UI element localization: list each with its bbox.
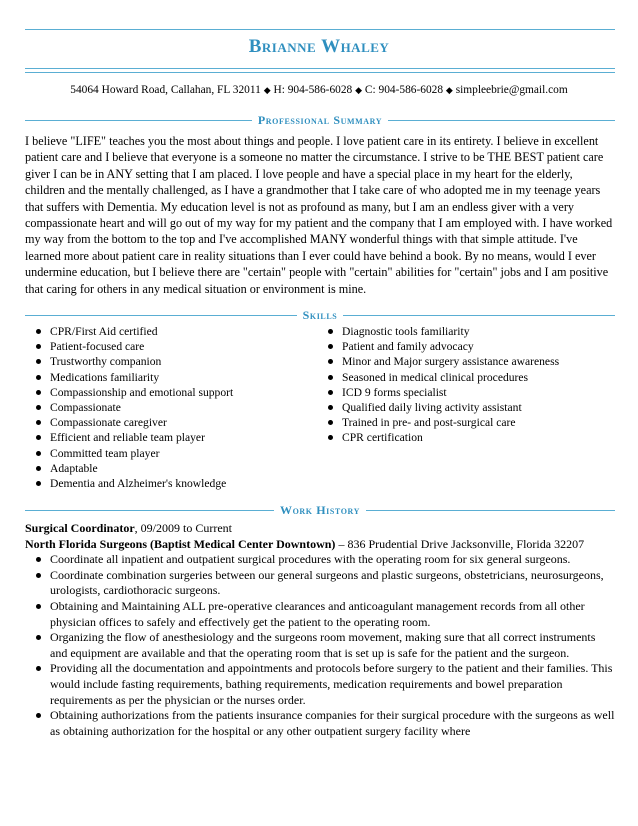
skill-item: Qualified daily living activity assistant	[317, 400, 559, 415]
email-link[interactable]: simpleebrie@gmail.com	[455, 84, 568, 96]
skill-item: Trustworthy companion	[25, 354, 233, 369]
summary-text: I believe "LIFE" teaches you the most about things and people. I love patient care in its entirety. I believe in excellent patient care and I believe that everyone is a someone no matter the circumstance. I strive to be THE BEST patient care giver I can be in ANY setting that I am placed. I love people and have a special place in my heart for the elderly, children and the mentally challenged, as I have a grandmother that I take care of who adopted me in my teenage years that suffers with Dementia. My education level is not as profound as many, but I am an endless giver with a very compassionate heart and will go out of my way for my patient and the company that I am employed with. I have worked my way from the bottom to the top and I've accomplished MANY wonderful things with that simple attitude. I've learned more about patient care in reality situations than I ever could have behind a book. By no means, would I ever undermine education, but I believe there are "certain" people with "certain" abilities for "certain" jobs and I am positive that caring for others in any medical situation or environment is mine.	[25, 134, 613, 296]
work-section-header	[25, 503, 615, 517]
employer-name: North Florida Surgeons (Baptist Medical Center Downtown)	[25, 536, 336, 551]
job-duties-list	[25, 552, 615, 739]
skill-item: Committed team player	[25, 446, 233, 461]
skill-item: Medications familiarity	[25, 370, 233, 385]
address: 54064 Howard Road, Callahan, FL 32011	[70, 84, 261, 96]
duty-item: Coordinate all inpatient and outpatient surgical procedures with the operating room for six general surgeons.	[25, 552, 615, 568]
duty-item: Organizing the flow of anesthesiology and the surgeons room movement, making sure that all correct instruments and equipment are available and that the operating room that is set up is safe for the patient and the surgeon.	[25, 630, 615, 661]
skill-item: Minor and Major surgery assistance awareness	[317, 354, 559, 369]
skill-item: Adaptable	[25, 461, 233, 476]
name-rule-upper	[25, 68, 615, 69]
job-title-line	[25, 521, 615, 537]
employer-line	[25, 537, 615, 553]
name-rule-lower	[25, 72, 615, 73]
separator-diamond-icon: ◆	[445, 85, 453, 95]
duty-item: Coordinate combination surgeries between our general surgeons and plastic surgeons, obstetricians, neurosurgeons, urologists, cardiothoracic surgeons.	[25, 568, 615, 599]
separator-diamond-icon: ◆	[355, 85, 363, 95]
skill-item: Patient-focused care	[25, 339, 233, 354]
summary-section-header	[25, 113, 615, 127]
skills-heading: Skills	[297, 308, 344, 322]
cell-phone: C: 904-586-6028	[364, 84, 444, 96]
skill-item: Dementia and Alzheimer's knowledge	[25, 476, 233, 491]
skill-item: Seasoned in medical clinical procedures	[317, 370, 559, 385]
duty-item: Obtaining and Maintaining ALL pre-operative clearances and anticoagulant management records from all other physician offices to safely and effectively get the patient to the operating room.	[25, 599, 615, 630]
summary-heading: Professional Summary	[252, 113, 388, 127]
skills-section-header	[25, 308, 615, 322]
skill-item: ICD 9 forms specialist	[317, 385, 559, 400]
skill-item: Compassionship and emotional support	[25, 385, 233, 400]
skill-item: Diagnostic tools familiarity	[317, 324, 559, 339]
duty-item: Providing all the documentation and appointments and protocols before surgery to the patient and their families. This would include fasting requirements, bathing requirements, medication requirements and bowel preparation requirements as per the physician or the nurses order.	[25, 661, 615, 708]
job-dates: , 09/2009 to Current	[134, 521, 232, 535]
skill-item: Patient and family advocacy	[317, 339, 559, 354]
skills-list-left	[25, 324, 233, 491]
contact-line	[0, 84, 638, 96]
skills-list-right	[317, 324, 559, 446]
skill-item: CPR/First Aid certified	[25, 324, 233, 339]
work-entry	[25, 521, 615, 739]
separator-diamond-icon: ◆	[263, 85, 271, 95]
work-heading: Work History	[274, 503, 366, 517]
candidate-name: Brianne Whaley	[248, 36, 390, 57]
skill-item: Compassionate caregiver	[25, 415, 233, 430]
skill-item: CPR certification	[317, 430, 559, 445]
home-phone: H: 904-586-6028	[273, 84, 353, 96]
top-rule	[25, 29, 615, 30]
skill-item: Efficient and reliable team player	[25, 430, 233, 445]
employer-location: – 836 Prudential Drive Jacksonville, Florida 32207	[335, 536, 585, 551]
duty-item: Obtaining authorizations from the patients insurance companies for their surgical procedure with the surgeons as well as obtaining authorization for the hospital or any other outpatient surgery facility where	[25, 708, 615, 739]
job-title: Surgical Coordinator	[25, 521, 135, 535]
skill-item: Compassionate	[25, 400, 233, 415]
skill-item: Trained in pre- and post-surgical care	[317, 415, 559, 430]
